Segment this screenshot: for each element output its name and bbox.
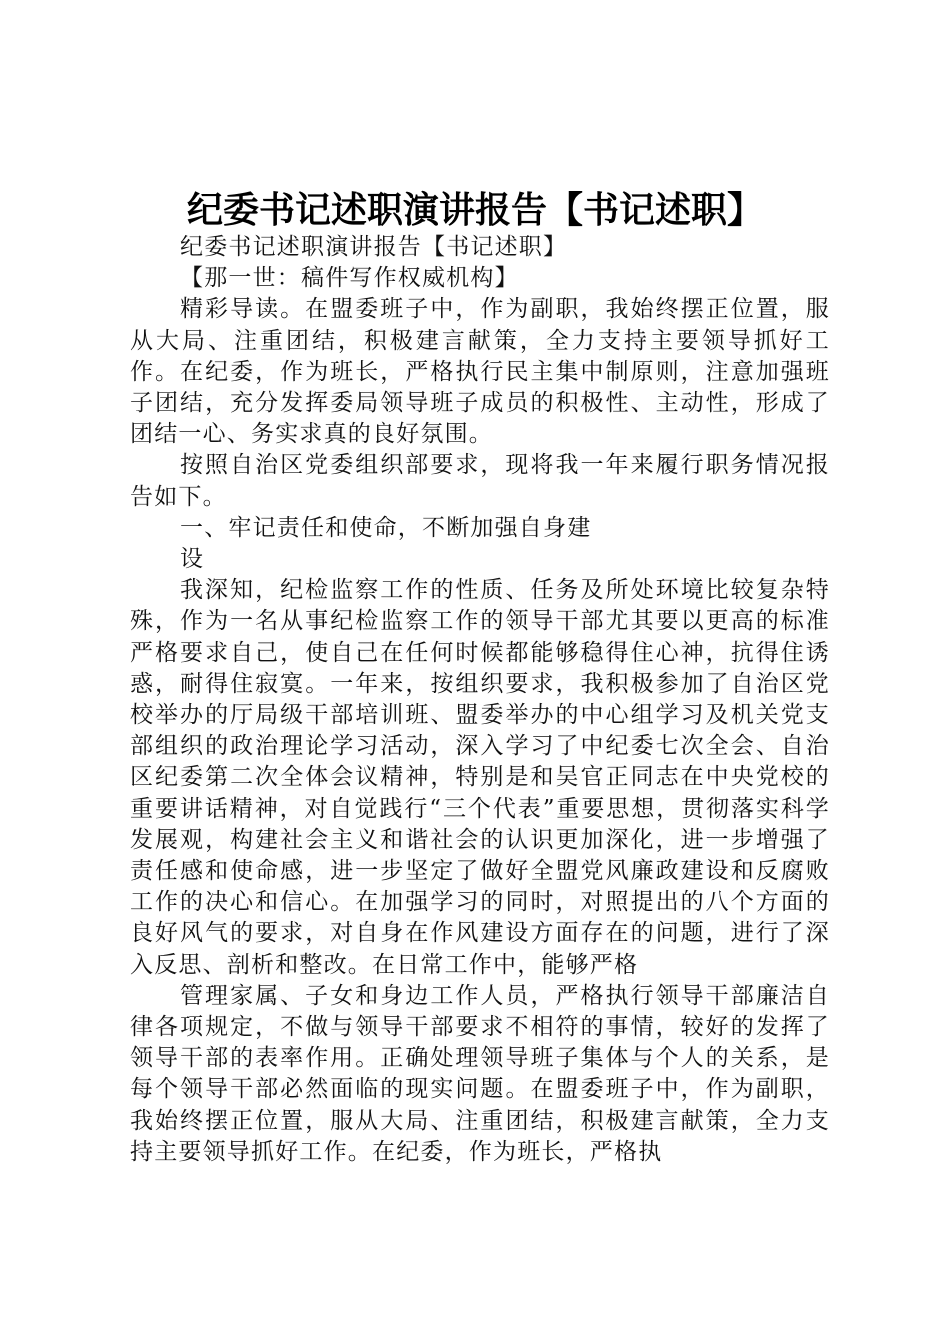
body-paragraph: 管理家属、子女和身边工作人员，严格执行领导干部廉洁自律各项规定，不做与领导干部要求不相符的事情，较好的发挥了领导干部的表率作用。正确处理领导班子集体与个人的关系，是每个领导干部必然面临的现实问题。在盟委班子中，作为副职，我始终摆正位置，服从大局、注重团结，积极建言献策，全力支持主要领导抓好工作。在纪委，作为班长，严格执	[130, 982, 830, 1165]
document-body	[130, 232, 830, 1168]
section-heading-continuation: 设	[180, 546, 205, 573]
subtitle-paragraph: 纪委书记述职演讲报告【书记述职】	[180, 234, 568, 260]
section-heading: 一、牢记责任和使命，不断加强自身建	[180, 514, 592, 541]
document-title: 纪委书记述职演讲报告【书记述职】	[186, 189, 763, 231]
intro-paragraph: 精彩导读。在盟委班子中，作为副职，我始终摆正位置，服从大局、注重团结，积极建言献策，全力支持主要领导抓好工作。在纪委，作为班长，严格执行民主集中制原则，注意加强班子团结，充分发挥委局领导班子成员的积极性、主动性，形成了团结一心、务实求真的良好氛围。	[130, 296, 830, 448]
body-paragraph: 我深知，纪检监察工作的性质、任务及所处环境比较复杂特殊，作为一名从事纪检监察工作的领导干部尤其要以更高的标准严格要求自己，使自己在任何时候都能够稳得住心神，抗得住诱惑，耐得住寂寞。一年来，按组织要求，我积极参加了自治区党校举办的厅局级干部培训班、盟委举办的中心组学习及机关党支部组织的政治理论学习活动，深入学习了中纪委七次全会、自治区纪委第二次全体会议精神，特别是和吴官正同志在中央党校的重要讲话精神，对自觉践行“三个代表”重要思想，贯彻落实科学发展观，构建社会主义和谐社会的认识更加深化，进一步增强了责任感和使命感，进一步坚定了做好全盟党风廉政建设和反腐败工作的决心和信心。在加强学习的同时，对照提出的八个方面的良好风气的要求，对自身在作风建设方面存在的问题，进行了深入反思、剖析和整改。在日常工作中，能够严格	[130, 577, 830, 978]
source-paragraph: 【那一世：稿件写作权威机构】	[180, 265, 519, 292]
report-intro-paragraph: 按照自治区党委组织部要求，现将我一年来履行职务情况报告如下。	[130, 452, 830, 510]
